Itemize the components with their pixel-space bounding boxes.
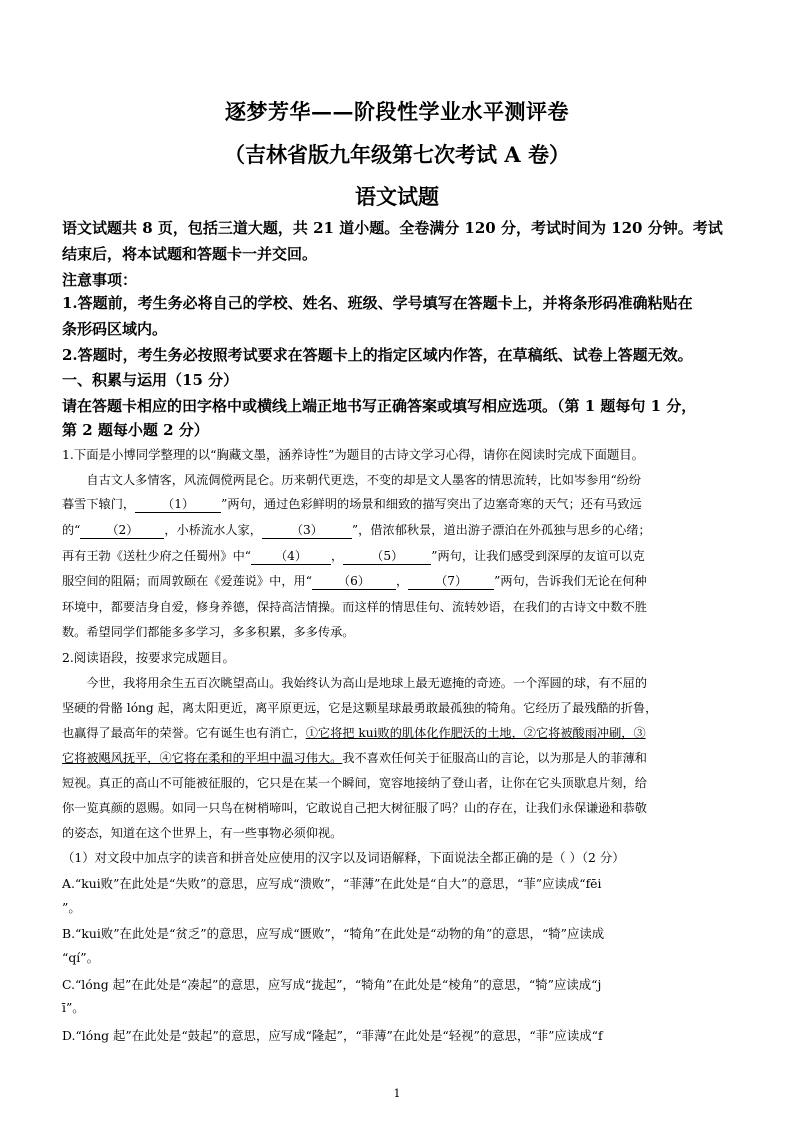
- q1-text: 的“: [62, 523, 81, 537]
- answer-blank-1[interactable]: （1）: [135, 496, 221, 513]
- option-a-line-1: A.“kui败”在此处是“失败”的意思，应写成“溃败”，“菲薄”在此处是“自大”的意思，“菲”应读成“fēi: [62, 876, 602, 891]
- q2-text: 我不喜欢任何关于征服高山的言论，以为那是人的菲薄和: [342, 751, 647, 765]
- question-2-stem: 2.阅读语段，按要求完成题目。: [62, 650, 235, 665]
- note-1-line-1: 1.答题前，考生务必将自己的学校、姓名、班级、学号填写在答题卡上，并将条形码准确粘贴在: [62, 294, 693, 312]
- q2-line-4: [62, 746, 742, 770]
- section-1-instruction-1: 请在答题卡相应的田字格中或横线上端正地书写正确答案或填写相应选项。（第 1 题每句 1 分，: [62, 397, 697, 415]
- q1-line-6: 环境中，都要洁身自爱，修身养德，保持高洁情操。而这样的情思佳句、流转妙语，在我们的古诗文中数不胜: [62, 600, 647, 614]
- q1-text: ，小桥流水人家，: [164, 523, 262, 537]
- q2-line-2: 坚硬的骨骼 lóng 起，离太阳更近，离平原更远，它是这颗星球最勇敢最孤独的犄角。它经历了最残酷的折鲁，: [62, 701, 658, 715]
- q2-underlined-sentence: 它将被飓风抚平，④它将在柔和的平坦中温习伟大。: [62, 751, 343, 765]
- q1-text: ”两句，让我们感受到深厚的友谊可以克: [431, 549, 645, 563]
- question-1-stem: 1.下面是小博同学整理的以“胸藏文墨，涵养诗性”为题目的古诗文学习心得，请你在阅读时完成下面题目。: [62, 447, 645, 462]
- q1-text: 服空间的阻隔；而周敦颐在《爱莲说》中，用“: [62, 574, 312, 588]
- q2-line-5: 短视。真正的高山不可能被征服的，它只是在某一个瞬间，宽容地接纳了登山者，让你在它头顶歇息片刻，给: [62, 776, 647, 790]
- intro-line-1: 语文试题共 8 页，包括三道大题，共 21 道小题。全卷满分 120 分，考试时间为 120 分钟。考试: [62, 219, 723, 237]
- q1-text: ”两句，通过色彩鲜明的场景和细致的描写突出了边塞奇寒的天气；还有马致远: [221, 497, 642, 511]
- note-2: 2.答题时，考生务必按照考试要求在答题卡上的指定区域内作答，在草稿纸、试卷上答题无效。: [62, 346, 693, 364]
- answer-blank-4[interactable]: （4）: [251, 548, 331, 565]
- q2-line-3: [62, 721, 742, 745]
- q2-underlined-sentence: ①它将把 kui败的肌体化作肥沃的土地，②它将被酸雨冲刷，③: [305, 726, 646, 740]
- q1-text: ，: [395, 574, 409, 588]
- intro-line-2: 结束后，将本试题和答题卡一并交回。: [62, 245, 318, 263]
- q1-line-7: 数。希望同学们都能多多学习，多多积累，多多传承。: [62, 625, 355, 639]
- note-1-line-2: 条形码区域内。: [62, 320, 168, 338]
- q2-line-7: 的姿态，知道在这个世界上，有一些事物必须仰视。: [62, 826, 343, 840]
- answer-blank-7[interactable]: （7）: [408, 573, 494, 590]
- section-1-heading: 一、积累与运用（15 分）: [62, 371, 239, 389]
- q1-text: ，: [331, 549, 344, 563]
- option-c-line-1: C.“lóng 起”在此处是“凑起”的意思，应写成“拢起”，“犄角”在此处是“棱角”的意思，“犄”应读成“j: [62, 977, 602, 992]
- q1-line-5: [62, 569, 742, 593]
- answer-blank-5[interactable]: （5）: [343, 548, 431, 565]
- option-b-line-1: B.“kui败”在此处是“贫乏”的意思，应写成“匮败”，“犄角”在此处是“动物的角”的意思，“犄”应读成: [62, 926, 605, 941]
- answer-blank-3[interactable]: （3）: [262, 522, 352, 539]
- subject-title: 语文试题: [355, 184, 439, 209]
- q1-line-3: [62, 518, 742, 542]
- answer-blank-6[interactable]: （6）: [312, 573, 396, 590]
- exam-subtitle: （吉林省版九年级第七次考试 A 卷）: [224, 142, 570, 167]
- option-b-line-2: “qí”。: [62, 950, 99, 965]
- notes-heading: 注意事项：: [62, 271, 138, 289]
- q1-text: ”两句，告诉我们无论在何种: [494, 574, 647, 588]
- answer-blank-2[interactable]: （2）: [80, 522, 164, 539]
- option-a-line-2: ”。: [62, 900, 81, 915]
- section-1-instruction-2: 第 2 题每小题 2 分）: [62, 421, 209, 439]
- q1-text: 暮雪下辕门，: [62, 497, 136, 511]
- page-number: 1: [393, 1087, 401, 1100]
- q2-line-6: 你一览真颜的恩赐。如同一只鸟在树梢啼叫，它敢说自己把大树征服了吗？山的存在，让我们永保谦逊和恭敬: [62, 801, 647, 815]
- option-c-line-2: ī”。: [62, 1000, 85, 1015]
- q1-line-1: 自古文人多情客，风流倜傥两昆仑。历来朝代更迭，不变的却是文人墨客的情思流转，比如岑参用“纷纷: [86, 473, 642, 487]
- sub-question-1: （1）对文段中加点字的读音和拼音处应使用的汉字以及词语解释，下面说法全都正确的是（ ）（2 分）: [62, 850, 625, 865]
- q1-line-2: [62, 492, 742, 516]
- q1-text: 再有王勃《送杜少府之任蜀州》中“: [62, 549, 252, 563]
- exam-title: 逐梦芳华——阶段性学业水平测评卷: [225, 99, 569, 124]
- q2-line-1: 今世，我将用余生五百次眺望高山。我始终认为高山是地球上最无遮掩的奇迹。一个浑圆的球，有不屈的: [86, 676, 648, 690]
- q2-text: 也赢得了最高年的荣誉。它有诞生也有消亡，: [62, 726, 306, 740]
- q1-line-4: [62, 544, 742, 568]
- option-d-line-1: D.“lóng 起”在此处是“鼓起”的意思，应写成“隆起”，“菲薄”在此处是“轻视”的意思，“菲”应读成“f: [62, 1028, 603, 1043]
- q1-text: ”，借浓郁秋景，道出游子漂泊在外孤独与思乡的心绪；: [351, 523, 651, 537]
